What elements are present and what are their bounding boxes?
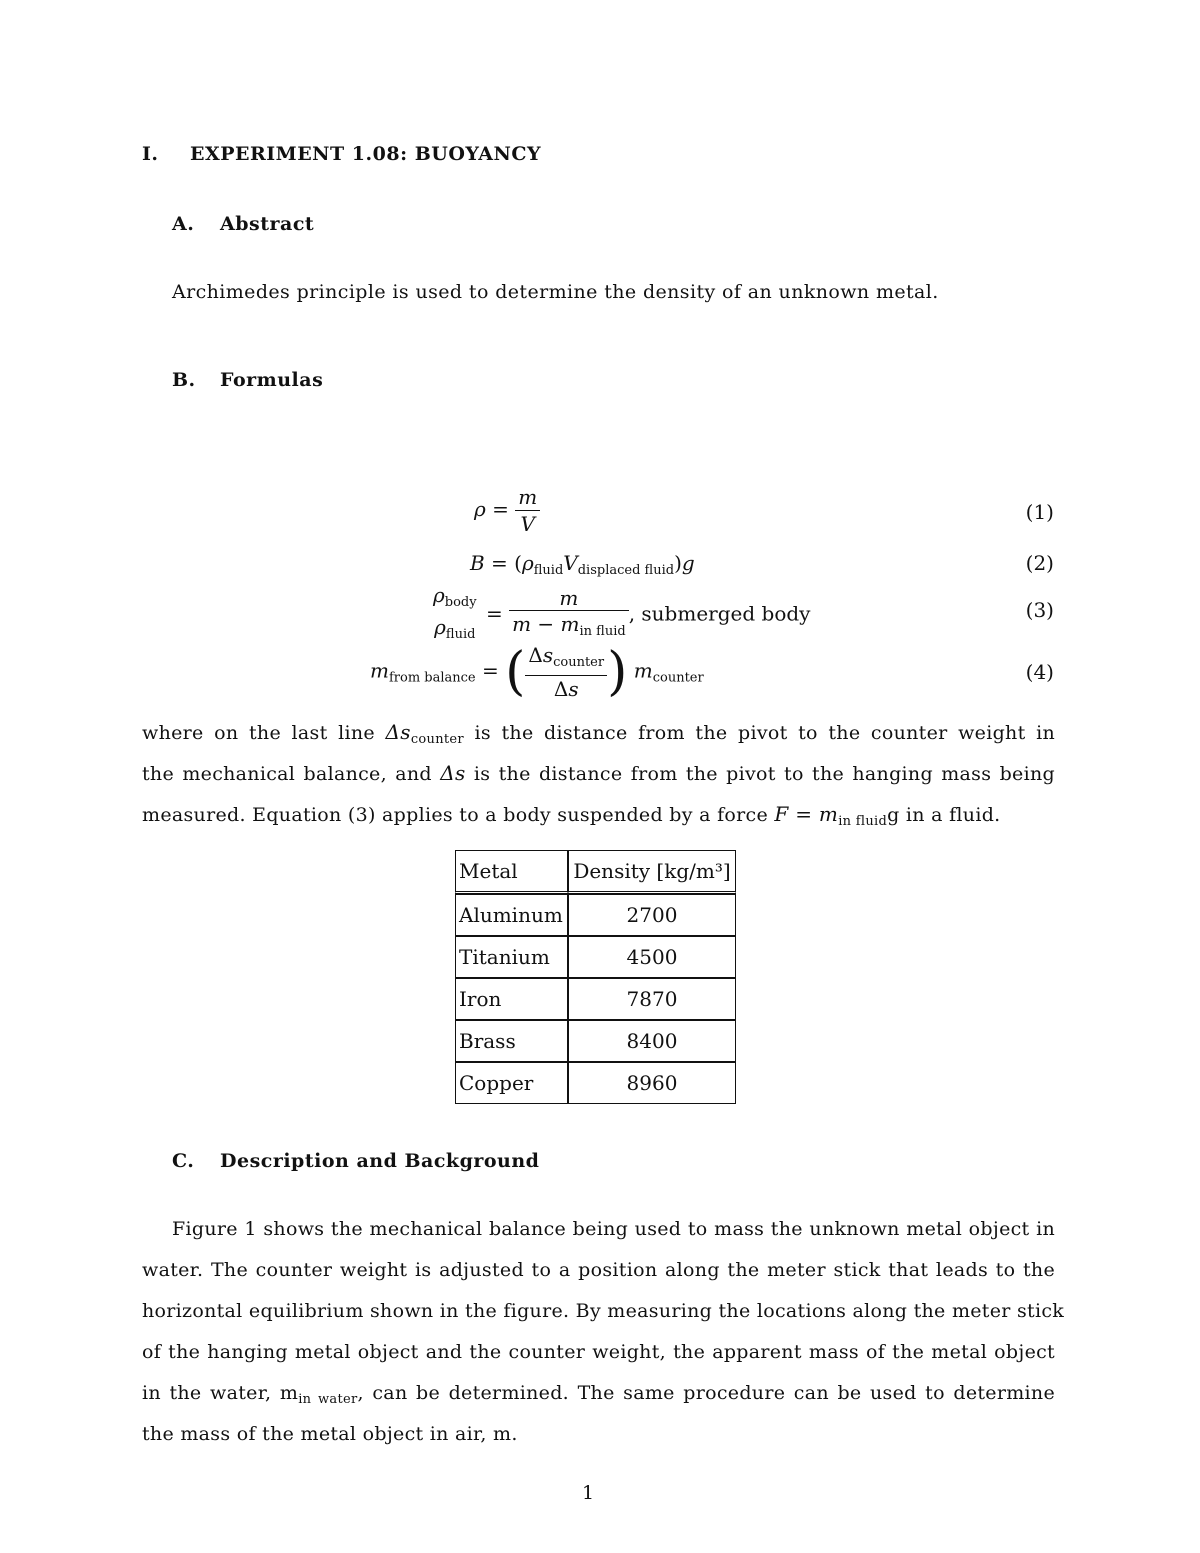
table-cell-metal: Titanium [455,936,568,978]
abstract-letter: A. [172,213,195,235]
description-line-1: Figure 1 shows the mechanical balance being used to mass the unknown metal object in [172,1218,1055,1240]
equation-balance-mass: $m_{from balance}$ = ( $\frac{\Delta s_{counter}}{\Delta s}$ ) $m_{counter}$ [370,642,704,702]
description-letter: C. [172,1150,195,1172]
table-row [455,936,736,978]
table-cell-density: 8400 [568,1020,736,1062]
table-header-row [455,850,736,894]
description-heading: Description and Background [220,1150,540,1172]
explanation-line-3: measured. Equation (3) applies to a body suspended by a force $F = m_{in fluid}g$ in a fluid. [142,802,1001,829]
equation-number-2: (2) [1025,551,1054,575]
table-cell-metal: Aluminum [455,894,568,936]
table-cell-metal: Iron [455,978,568,1020]
equation-3-trailing-text: , submerged body [628,601,811,626]
table-header-metal: Metal [455,850,568,894]
abstract-text: Archimedes principle is used to determine the density of an unknown metal. [172,281,939,303]
description-line-3: horizontal equilibrium shown in the figure. By measuring the locations along the meter stick [142,1300,1065,1322]
table-cell-density: 7870 [568,978,736,1020]
equation-number-1: (1) [1025,500,1054,524]
table-cell-metal: Copper [455,1062,568,1104]
description-line-5: in the water, $m_{in water}$, can be determined. The same procedure can be used to determine [142,1382,1055,1407]
description-line-2: water. The counter weight is adjusted to a position along the meter stick that leads to the [142,1259,1055,1281]
table-cell-density: 8960 [568,1062,736,1104]
section-title: EXPERIMENT 1.08: BUOYANCY [190,143,542,165]
table-cell-metal: Brass [455,1020,568,1062]
description-line-6: the mass of the metal object in air, m. [142,1423,518,1445]
table-row [455,1020,736,1062]
equation-density: ρ = $\frac{m}{V}$ [474,484,540,537]
section-number: I. [142,143,159,165]
formulas-heading: Formulas [220,369,324,391]
explanation-line-2: the mechanical balance, and Δs is the distance from the pivot to the hanging mass being [142,761,1055,785]
density-table [455,850,736,1104]
table-header-density: Density [kg/m³] [568,850,736,894]
table-row [455,1062,736,1104]
page-number: 1 [582,1482,595,1504]
table-cell-density: 2700 [568,894,736,936]
table-row [455,894,736,936]
table-row [455,978,736,1020]
table-cell-density: 4500 [568,936,736,978]
equation-number-3: (3) [1025,598,1054,622]
equation-buoyant-force: $B = (\rho_{fluid}V_{displaced fluid})g$ [470,551,695,578]
description-paragraph [142,1209,1065,1455]
formulas-explanation [142,712,1055,835]
equation-density-ratio: $\rho_{body}$ $\rho_{fluid}$ = $\frac{m}{m - m_{in fluid}}$ , submerged body [433,583,811,642]
explanation-line-1: where on the last line $\Delta s_{counter}$ is the distance from the pivot to the counter weight in [142,720,1056,747]
equation-number-4: (4) [1025,660,1054,684]
formulas-letter: B. [172,369,196,391]
description-line-4: of the hanging metal object and the counter weight, the apparent mass of the metal object [142,1341,1055,1363]
abstract-heading: Abstract [220,213,315,235]
